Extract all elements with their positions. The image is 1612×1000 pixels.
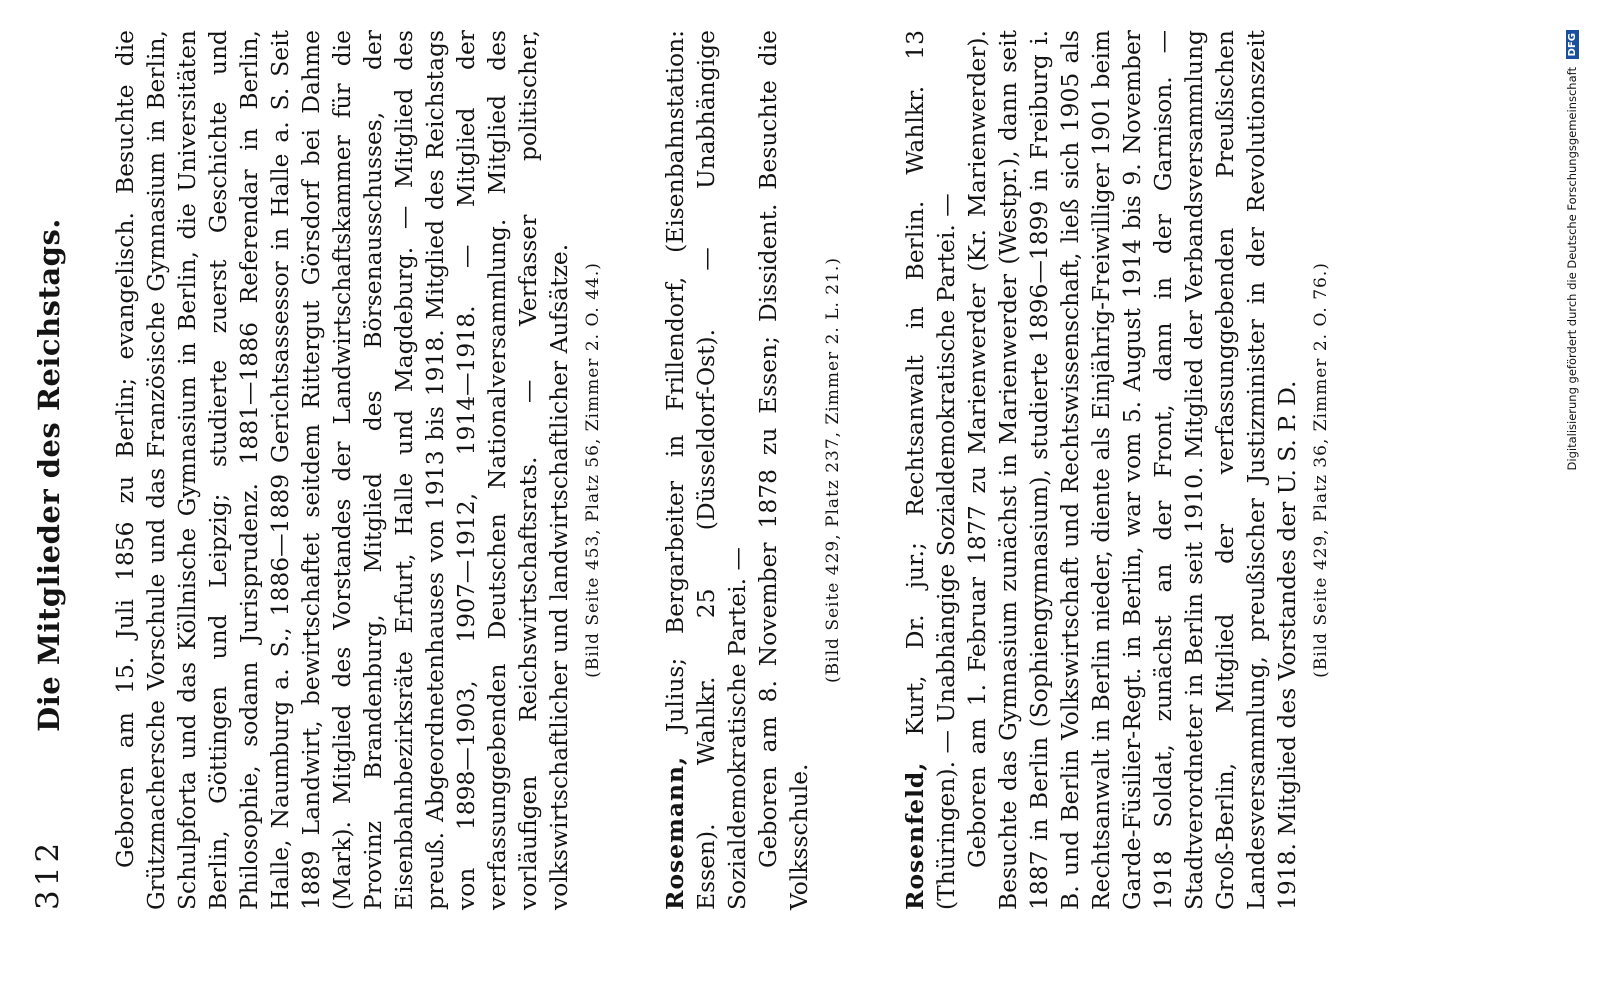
member-entry xyxy=(660,30,845,910)
entry-heading xyxy=(660,30,753,910)
member-entry xyxy=(900,30,1333,910)
entry-heading xyxy=(900,30,962,910)
member-entry xyxy=(110,30,605,910)
running-title: Die Mitglieder des Reichstags. xyxy=(32,218,66,732)
digitization-note-text: Digitalisierung gefördert durch die Deutsche Forschungsgemeinschaft xyxy=(1565,67,1579,471)
dfg-logo: DFG xyxy=(1566,30,1579,59)
member-surname: Rosemann, xyxy=(661,755,689,910)
image-caption: (Bild Seite 453, Platz 56, Zimmer 2. O. 44.) xyxy=(583,262,603,678)
page-header xyxy=(30,40,70,910)
entry-paragraph: Geboren am 8. November 1878 zu Essen; Dissident. Besuchte die Volksschule. xyxy=(754,30,813,910)
member-surname: Rosenfeld, xyxy=(901,761,929,910)
image-caption: (Bild Seite 429, Platz 237, Zimmer 2. L. 21.) xyxy=(823,257,843,683)
entry-paragraph: Geboren am 15. Juli 1856 zu Berlin; evangelisch. Besuchte die Grützmachersche Vorschule und das Französische Gymnasium in Berlin, Schulpforta und das Köllnische Gymnasium in Berlin, die Universitäten Berlin, Göttingen und Leipzig; studierte zuerst Geschichte und Philosophie, sodann Jurisprudenz. 1881—1886 Referendar in Berlin, Halle, Naumburg a. S., 1886—1889 Gerichtsassessor in Halle a. S. Seit 1889 Landwirt, bewirtschaftet seitdem Rittergut Görsdorf bei Dahme (Mark). Mitglied des Vorstandes der Landwirtschaftskammer für die Provinz Brandenburg, Mitglied des Börsenausschusses, der Eisenbahnbezirksräte Erfurt, Halle und Magdeburg. — Mitglied des preuß. Abgeordnetenhauses von 1913 bis 1918. Mitglied des Reichstags von 1898—1903, 1907—1912, 1914—1918. — Mitglied der verfassunggebenden Deutschen Nationalversammlung. Mitglied des vorläufigen Reichswirtschaftsrats. — Verfasser politischer, volkswirtschaftlicher und landwirtschaftlicher Aufsätze. xyxy=(111,30,573,910)
digitization-note xyxy=(1565,30,1589,830)
page-number: 312 xyxy=(30,838,66,910)
member-intro: Kurt, Dr. jur.; Rechtsanwalt in Berlin. Wahlkr. 13 (Thüringen). — Unabhängige Sozialdemokratische Partei. — xyxy=(901,29,960,910)
page-body xyxy=(110,30,1333,910)
image-caption: (Bild Seite 429, Platz 36, Zimmer 2. O. 76.) xyxy=(1311,262,1331,678)
entry-paragraph: Geboren am 1. Februar 1877 zu Marienwerder (Kr. Marienwerder). Besuchte das Gymnasium zunächst in Marienwerder (Westpr.), dann seit 1887 in Berlin (Sophiengymnasium), studierte 1896—1899 in Freiburg i. B. und Berlin Volkswirtschaft und Rechtswissenschaft, ließ sich 1905 als Rechtsanwalt in Berlin nieder, diente als Einjährig-Freiwilliger 1901 beim Garde-Füsilier-Regt. in Berlin, war vom 5. August 1914 bis 9. November 1918 Soldat, zunächst an der Front, dann in der Garnison. — Stadtverordneter in Berlin seit 1910. Mitglied der Verbandsversammlung Groß-Berlin, Mitglied der verfassunggebenden Preußischen Landesversammlung, preußischer Justizminister in der Revolutionszeit 1918. Mitglied des Vorstandes der U. S. P. D. xyxy=(963,30,1301,910)
member-intro: Julius; Bergarbeiter in Frillendorf, (Eisenbahnstation: Essen). Wahlkr. 25 (Düsseldorf-Ost). — Unabhängige Sozialdemokratische Partei. — xyxy=(661,29,751,910)
